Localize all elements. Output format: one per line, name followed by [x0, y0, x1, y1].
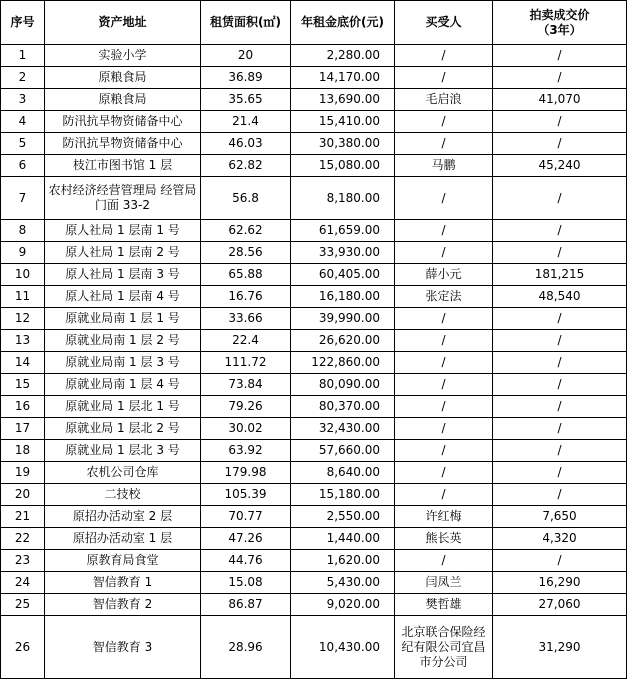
- table-row: [1, 111, 627, 133]
- cell-base-price: 2,550.00: [291, 506, 395, 528]
- cell-deal-price: 7,650: [493, 506, 627, 528]
- cell-deal-price: 16,290: [493, 572, 627, 594]
- table-row: [1, 308, 627, 330]
- cell-buyer: 薛小元: [395, 264, 493, 286]
- cell-base-price: 10,430.00: [291, 616, 395, 679]
- cell-address: 智信教育 1: [45, 572, 201, 594]
- cell-deal-price: /: [493, 418, 627, 440]
- cell-base-price: 15,180.00: [291, 484, 395, 506]
- cell-seq: 13: [1, 330, 45, 352]
- cell-area: 46.03: [201, 133, 291, 155]
- cell-seq: 23: [1, 550, 45, 572]
- cell-address: 原人社局 1 层南 1 号: [45, 220, 201, 242]
- cell-address: 原就业局南 1 层 2 号: [45, 330, 201, 352]
- cell-address: 原就业局南 1 层 1 号: [45, 308, 201, 330]
- header-row: [1, 1, 627, 45]
- cell-seq: 1: [1, 45, 45, 67]
- cell-buyer: /: [395, 550, 493, 572]
- cell-seq: 21: [1, 506, 45, 528]
- cell-seq: 12: [1, 308, 45, 330]
- cell-base-price: 32,430.00: [291, 418, 395, 440]
- cell-seq: 15: [1, 374, 45, 396]
- cell-seq: 6: [1, 155, 45, 177]
- cell-seq: 20: [1, 484, 45, 506]
- cell-address: 原人社局 1 层南 3 号: [45, 264, 201, 286]
- cell-area: 73.84: [201, 374, 291, 396]
- cell-buyer: 张定法: [395, 286, 493, 308]
- table-row: [1, 396, 627, 418]
- cell-area: 33.66: [201, 308, 291, 330]
- table-row: [1, 286, 627, 308]
- cell-base-price: 33,930.00: [291, 242, 395, 264]
- cell-seq: 25: [1, 594, 45, 616]
- cell-address: 防汛抗旱物资储备中心: [45, 133, 201, 155]
- cell-address: 原招办活动室 2 层: [45, 506, 201, 528]
- cell-buyer: /: [395, 462, 493, 484]
- cell-area: 86.87: [201, 594, 291, 616]
- cell-buyer: 马鹏: [395, 155, 493, 177]
- header-seq: 序号: [1, 1, 45, 45]
- cell-buyer: 毛启浪: [395, 89, 493, 111]
- cell-buyer: 樊哲雄: [395, 594, 493, 616]
- header-deal-price-line1: 拍卖成交价: [529, 7, 590, 22]
- cell-area: 15.08: [201, 572, 291, 594]
- cell-area: 44.76: [201, 550, 291, 572]
- cell-base-price: 9,020.00: [291, 594, 395, 616]
- table-row: [1, 352, 627, 374]
- table-row: [1, 177, 627, 220]
- cell-buyer: /: [395, 67, 493, 89]
- cell-area: 35.65: [201, 89, 291, 111]
- cell-seq: 9: [1, 242, 45, 264]
- cell-seq: 14: [1, 352, 45, 374]
- table-row: [1, 418, 627, 440]
- cell-base-price: 1,440.00: [291, 528, 395, 550]
- cell-buyer: /: [395, 396, 493, 418]
- cell-base-price: 60,405.00: [291, 264, 395, 286]
- cell-address: 枝江市图书馆 1 层: [45, 155, 201, 177]
- cell-deal-price: /: [493, 220, 627, 242]
- cell-seq: 26: [1, 616, 45, 679]
- cell-deal-price: 41,070: [493, 89, 627, 111]
- cell-seq: 17: [1, 418, 45, 440]
- cell-base-price: 61,659.00: [291, 220, 395, 242]
- cell-seq: 4: [1, 111, 45, 133]
- cell-address: 原就业局南 1 层 4 号: [45, 374, 201, 396]
- cell-base-price: 39,990.00: [291, 308, 395, 330]
- cell-area: 22.4: [201, 330, 291, 352]
- cell-deal-price: /: [493, 440, 627, 462]
- cell-buyer: 北京联合保险经纪有限公司宜昌市分公司: [395, 616, 493, 679]
- cell-seq: 22: [1, 528, 45, 550]
- cell-buyer: /: [395, 330, 493, 352]
- cell-buyer: /: [395, 177, 493, 220]
- cell-deal-price: 4,320: [493, 528, 627, 550]
- cell-deal-price: /: [493, 133, 627, 155]
- cell-seq: 24: [1, 572, 45, 594]
- cell-area: 111.72: [201, 352, 291, 374]
- cell-area: 79.26: [201, 396, 291, 418]
- cell-area: 47.26: [201, 528, 291, 550]
- cell-buyer: 闫凤兰: [395, 572, 493, 594]
- cell-buyer: /: [395, 352, 493, 374]
- cell-address: 原就业局 1 层北 2 号: [45, 418, 201, 440]
- table-row: [1, 374, 627, 396]
- cell-area: 21.4: [201, 111, 291, 133]
- cell-seq: 18: [1, 440, 45, 462]
- cell-buyer: /: [395, 220, 493, 242]
- table-row: [1, 67, 627, 89]
- cell-seq: 10: [1, 264, 45, 286]
- cell-deal-price: /: [493, 111, 627, 133]
- table-row: [1, 242, 627, 264]
- cell-address: 实验小学: [45, 45, 201, 67]
- cell-address: 农村经济经营管理局 经管局门面 33-2: [45, 177, 201, 220]
- table-row: [1, 550, 627, 572]
- cell-base-price: 16,180.00: [291, 286, 395, 308]
- cell-deal-price: 48,540: [493, 286, 627, 308]
- cell-base-price: 57,660.00: [291, 440, 395, 462]
- table-row: [1, 528, 627, 550]
- cell-deal-price: 27,060: [493, 594, 627, 616]
- table-body: [1, 45, 627, 679]
- cell-area: 105.39: [201, 484, 291, 506]
- table-row: [1, 45, 627, 67]
- cell-seq: 8: [1, 220, 45, 242]
- cell-base-price: 2,280.00: [291, 45, 395, 67]
- header-deal-price: [493, 1, 627, 45]
- cell-address: 原就业局 1 层北 3 号: [45, 440, 201, 462]
- cell-area: 36.89: [201, 67, 291, 89]
- cell-deal-price: /: [493, 308, 627, 330]
- table-row: [1, 155, 627, 177]
- table-row: [1, 506, 627, 528]
- cell-buyer: /: [395, 374, 493, 396]
- cell-seq: 2: [1, 67, 45, 89]
- cell-buyer: /: [395, 45, 493, 67]
- cell-area: 62.62: [201, 220, 291, 242]
- cell-area: 179.98: [201, 462, 291, 484]
- cell-area: 65.88: [201, 264, 291, 286]
- cell-buyer: /: [395, 418, 493, 440]
- cell-deal-price: /: [493, 45, 627, 67]
- cell-base-price: 1,620.00: [291, 550, 395, 572]
- cell-seq: 11: [1, 286, 45, 308]
- cell-buyer: 许红梅: [395, 506, 493, 528]
- cell-address: 防汛抗旱物资储备中心: [45, 111, 201, 133]
- cell-address: 原人社局 1 层南 2 号: [45, 242, 201, 264]
- table-row: [1, 594, 627, 616]
- cell-area: 63.92: [201, 440, 291, 462]
- header-address: 资产地址: [45, 1, 201, 45]
- cell-area: 30.02: [201, 418, 291, 440]
- cell-buyer: /: [395, 242, 493, 264]
- cell-base-price: 13,690.00: [291, 89, 395, 111]
- cell-base-price: 15,080.00: [291, 155, 395, 177]
- cell-base-price: 122,860.00: [291, 352, 395, 374]
- cell-base-price: 15,410.00: [291, 111, 395, 133]
- cell-deal-price: /: [493, 462, 627, 484]
- table-row: [1, 484, 627, 506]
- cell-buyer: 熊长英: [395, 528, 493, 550]
- cell-area: 28.56: [201, 242, 291, 264]
- cell-seq: 5: [1, 133, 45, 155]
- cell-buyer: /: [395, 484, 493, 506]
- cell-deal-price: /: [493, 352, 627, 374]
- header-area: 租赁面积(㎡): [201, 1, 291, 45]
- cell-deal-price: 181,215: [493, 264, 627, 286]
- cell-base-price: 5,430.00: [291, 572, 395, 594]
- table-row: [1, 440, 627, 462]
- cell-base-price: 8,180.00: [291, 177, 395, 220]
- cell-seq: 7: [1, 177, 45, 220]
- header-buyer: 买受人: [395, 1, 493, 45]
- table-row: [1, 462, 627, 484]
- cell-base-price: 80,370.00: [291, 396, 395, 418]
- cell-seq: 3: [1, 89, 45, 111]
- cell-buyer: /: [395, 308, 493, 330]
- cell-base-price: 26,620.00: [291, 330, 395, 352]
- table-row: [1, 330, 627, 352]
- table-row: [1, 89, 627, 111]
- cell-address: 二技校: [45, 484, 201, 506]
- cell-seq: 16: [1, 396, 45, 418]
- cell-deal-price: /: [493, 396, 627, 418]
- cell-deal-price: 31,290: [493, 616, 627, 679]
- cell-base-price: 30,380.00: [291, 133, 395, 155]
- cell-deal-price: /: [493, 330, 627, 352]
- cell-deal-price: /: [493, 484, 627, 506]
- cell-address: 智信教育 2: [45, 594, 201, 616]
- cell-address: 原人社局 1 层南 4 号: [45, 286, 201, 308]
- table-row: [1, 572, 627, 594]
- cell-address: 原就业局 1 层北 1 号: [45, 396, 201, 418]
- table-row: [1, 616, 627, 679]
- cell-deal-price: /: [493, 550, 627, 572]
- cell-address: 原粮食局: [45, 89, 201, 111]
- cell-buyer: /: [395, 133, 493, 155]
- cell-address: 智信教育 3: [45, 616, 201, 679]
- cell-deal-price: /: [493, 374, 627, 396]
- header-deal-price-line2: （3年）: [537, 22, 582, 37]
- cell-address: 原招办活动室 1 层: [45, 528, 201, 550]
- cell-buyer: /: [395, 111, 493, 133]
- cell-buyer: /: [395, 440, 493, 462]
- cell-area: 28.96: [201, 616, 291, 679]
- cell-area: 62.82: [201, 155, 291, 177]
- table-row: [1, 220, 627, 242]
- cell-address: 农机公司仓库: [45, 462, 201, 484]
- cell-base-price: 8,640.00: [291, 462, 395, 484]
- header-base-price: 年租金底价(元): [291, 1, 395, 45]
- cell-area: 70.77: [201, 506, 291, 528]
- cell-base-price: 14,170.00: [291, 67, 395, 89]
- cell-area: 16.76: [201, 286, 291, 308]
- cell-address: 原教育局食堂: [45, 550, 201, 572]
- cell-seq: 19: [1, 462, 45, 484]
- cell-deal-price: /: [493, 242, 627, 264]
- table-row: [1, 133, 627, 155]
- cell-base-price: 80,090.00: [291, 374, 395, 396]
- cell-deal-price: 45,240: [493, 155, 627, 177]
- cell-deal-price: /: [493, 67, 627, 89]
- cell-deal-price: /: [493, 177, 627, 220]
- cell-area: 56.8: [201, 177, 291, 220]
- table-row: [1, 264, 627, 286]
- cell-area: 20: [201, 45, 291, 67]
- cell-address: 原粮食局: [45, 67, 201, 89]
- cell-address: 原就业局南 1 层 3 号: [45, 352, 201, 374]
